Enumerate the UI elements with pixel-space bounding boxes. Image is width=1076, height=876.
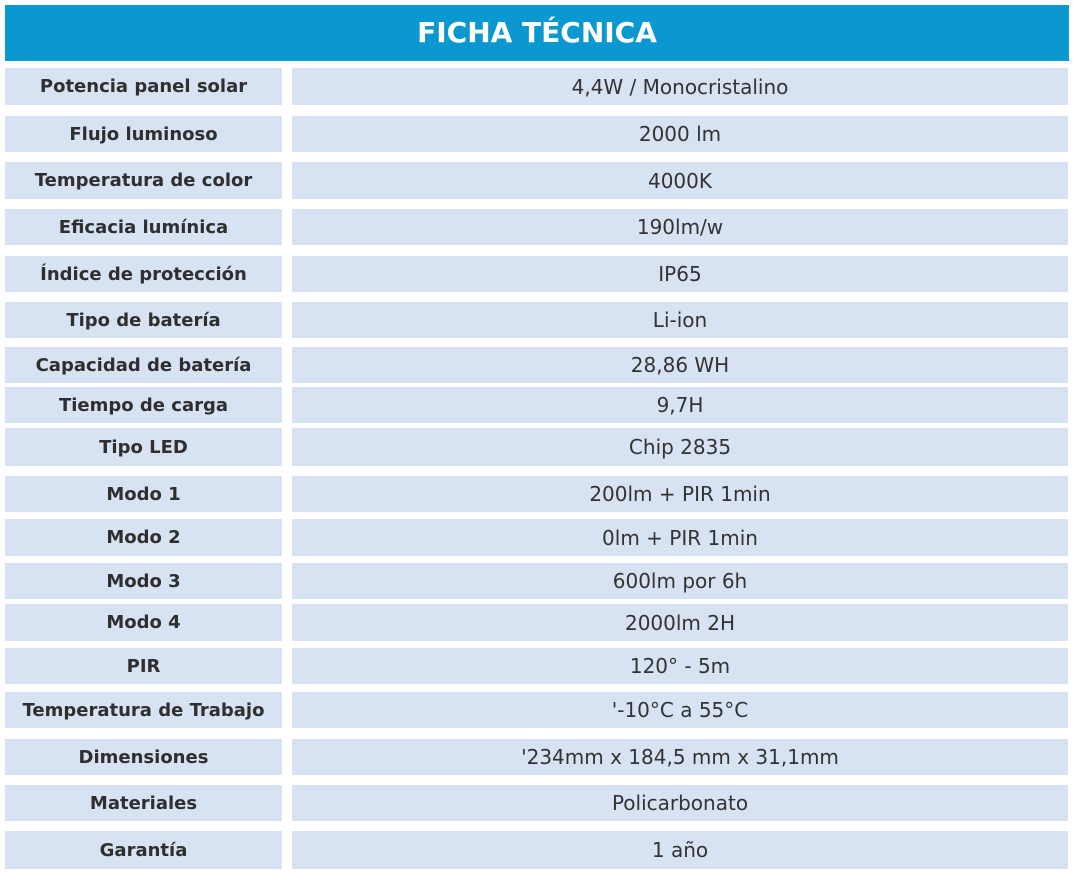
- spec-value: 190lm/w: [292, 209, 1068, 245]
- spec-row: [0, 256, 1076, 292]
- spec-value: 2000 lm: [292, 116, 1068, 152]
- spec-row: [0, 162, 1076, 199]
- spec-label: Dimensiones: [5, 739, 282, 775]
- spec-value: 120° - 5m: [292, 648, 1068, 684]
- spec-value: 9,7H: [292, 387, 1068, 423]
- spec-value: '234mm x 184,5 mm x 31,1mm: [292, 739, 1068, 775]
- spec-row: [0, 68, 1076, 105]
- spec-value: 600lm por 6h: [292, 563, 1068, 599]
- spec-value: 4,4W / Monocristalino: [292, 68, 1068, 105]
- spec-label: Temperatura de color: [5, 162, 282, 199]
- spec-row: [0, 209, 1076, 245]
- spec-value: IP65: [292, 256, 1068, 292]
- spec-label: Materiales: [5, 785, 282, 821]
- spec-label: Temperatura de Trabajo: [5, 692, 282, 728]
- spec-label: Potencia panel solar: [5, 68, 282, 105]
- spec-row: [0, 831, 1076, 869]
- spec-header: [5, 5, 1069, 61]
- spec-value: 28,86 WH: [292, 347, 1068, 383]
- spec-row: [0, 387, 1076, 423]
- spec-label: Flujo luminoso: [5, 116, 282, 152]
- spec-row: [0, 476, 1076, 512]
- spec-row: [0, 604, 1076, 641]
- spec-title: FICHA TÉCNICA: [417, 15, 657, 49]
- spec-value: 0lm + PIR 1min: [292, 519, 1068, 556]
- spec-label: Modo 4: [5, 604, 282, 641]
- spec-label: Tipo de batería: [5, 302, 282, 338]
- spec-label: Modo 1: [5, 476, 282, 512]
- spec-value: Policarbonato: [292, 785, 1068, 821]
- spec-value: 200lm + PIR 1min: [292, 476, 1068, 512]
- spec-label: Tipo LED: [5, 428, 282, 466]
- spec-row: [0, 785, 1076, 821]
- spec-label: Modo 2: [5, 519, 282, 556]
- spec-label: Garantía: [5, 831, 282, 869]
- spec-value: Li-ion: [292, 302, 1068, 338]
- spec-row: [0, 428, 1076, 466]
- spec-label: PIR: [5, 648, 282, 684]
- spec-label: Índice de protección: [5, 256, 282, 292]
- spec-row: [0, 302, 1076, 338]
- spec-row: [0, 648, 1076, 684]
- spec-label: Eficacia lumínica: [5, 209, 282, 245]
- spec-value: 2000lm 2H: [292, 604, 1068, 641]
- spec-value: 1 año: [292, 831, 1068, 869]
- spec-label: Modo 3: [5, 563, 282, 599]
- spec-label: Capacidad de batería: [5, 347, 282, 383]
- spec-value: 4000K: [292, 162, 1068, 199]
- spec-row: [0, 519, 1076, 556]
- spec-row: [0, 563, 1076, 599]
- spec-row: [0, 116, 1076, 152]
- spec-value: Chip 2835: [292, 428, 1068, 466]
- spec-row: [0, 739, 1076, 775]
- spec-row: [0, 692, 1076, 728]
- spec-row: [0, 347, 1076, 383]
- spec-value: '-10°C a 55°C: [292, 692, 1068, 728]
- spec-label: Tiempo de carga: [5, 387, 282, 423]
